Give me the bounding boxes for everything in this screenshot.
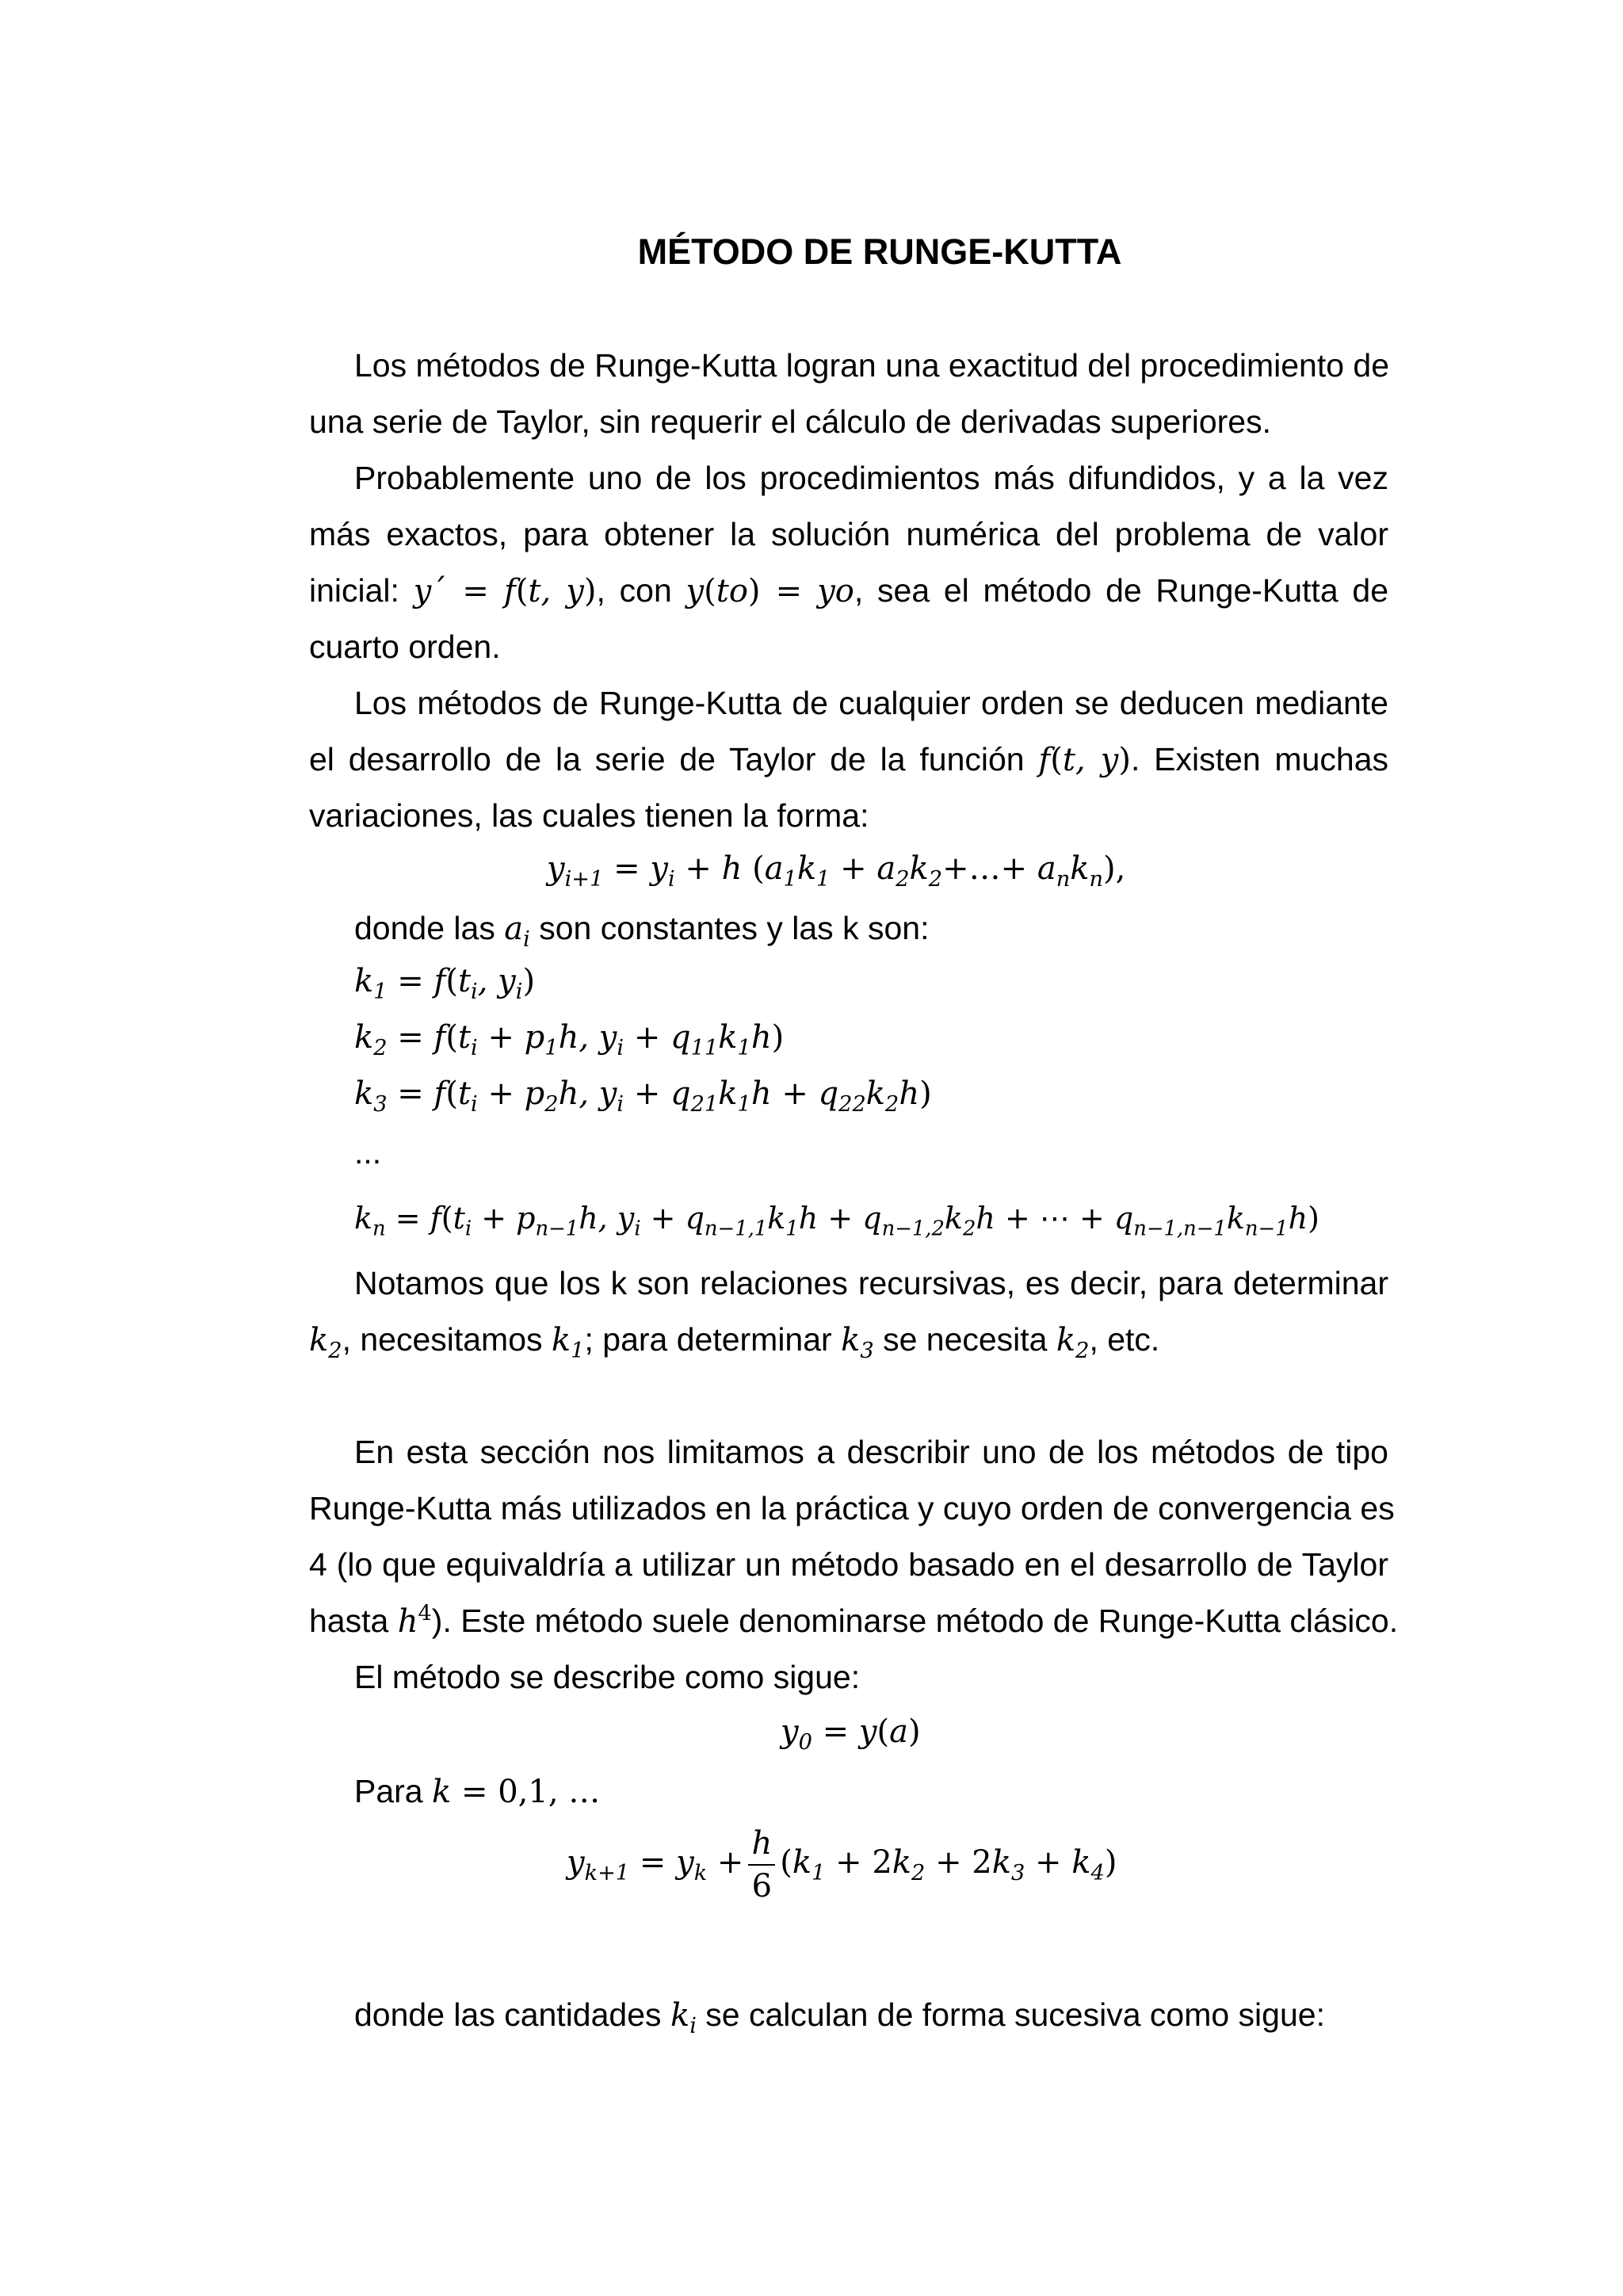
symbol-k-i: $k_i$	[670, 1997, 697, 2038]
equation-kn: $k_n = f(t_i + p_{n-1}h$, $y_i + q_{n-1,1}k_1h + q_{n-1,2}k_2h$ + ⋯ + $q_{n-1,n-1}k_{n-1}h$)	[354, 1201, 1319, 1241]
text-fragment: . Existen muchas	[1130, 741, 1388, 777]
symbol-a-i: $a_i$	[504, 911, 530, 952]
paragraph-5-line-2	[309, 1316, 1159, 1363]
symbol-k3: $k_3$	[841, 1322, 874, 1363]
paragraph-2-line-4: cuarto orden.	[309, 628, 501, 665]
text-fragment: , sea el método de Runge-Kutta de	[854, 572, 1388, 609]
symbol-k2: $k_2$	[309, 1322, 342, 1363]
paragraph-2-line-1: Probablemente uno de los procedimientos más difundidos, y a la vez	[354, 460, 1388, 496]
symbol-k2: $k_2$	[1056, 1322, 1090, 1363]
symbol-h4: $h^4$	[397, 1601, 432, 1640]
fraction-h-over-6: $\frac{h}{6}$	[748, 1823, 775, 1907]
paragraph-7-line-3	[354, 1992, 1325, 2038]
text-fragment: Para	[354, 1773, 423, 1809]
paragraph-6-line-4	[309, 1598, 1398, 1645]
paragraph-6-line-1: En esta sección nos limitamos a describir uno de los métodos de tipo	[354, 1434, 1388, 1470]
text-fragment: se necesita	[883, 1321, 1048, 1358]
ellipsis-line: ...	[354, 1134, 382, 1171]
paragraph-7-line-1: El método se describe como sigue:	[354, 1659, 861, 1695]
paragraph-1-line-1: Los métodos de Runge-Kutta logran una exactitud del procedimiento de	[354, 347, 1390, 384]
paragraph-3-line-1: Los métodos de Runge-Kutta de cualquier orden se deducen mediante	[354, 685, 1388, 721]
paragraph-1-line-2: una serie de Taylor, sin requerir el cálculo de derivadas superiores.	[309, 403, 1271, 440]
text-fragment: , con	[596, 572, 672, 609]
paragraph-5-line-1: Notamos que los k son relaciones recursivas, es decir, para determinar	[354, 1265, 1388, 1301]
equation-y0: $y_0 = y(a)$	[781, 1713, 921, 1755]
text-fragment: hasta	[309, 1603, 389, 1639]
text-fragment: donde las cantidades	[354, 1996, 662, 2033]
text-fragment: el desarrollo de la serie de Taylor de la función	[309, 741, 1025, 777]
paragraph-3-line-3: variaciones, las cuales tienen la forma:	[309, 797, 869, 834]
equation-initial-condition: y(to) = yo	[685, 573, 854, 609]
equation-ode: y´ = f(t, y)	[413, 573, 597, 609]
paragraph-2-line-3	[309, 567, 1388, 614]
text-fragment: donde las	[354, 910, 495, 946]
text-fragment: , necesitamos	[342, 1321, 543, 1358]
text-fragment: son constantes y las k son:	[539, 910, 930, 946]
equation-k2: $k_2 = f(t_i + p_1h$, $y_i + q_{11}k_1h$)	[354, 1019, 785, 1060]
text-fragment: ; para determinar	[584, 1321, 832, 1358]
equation-k-range: k = 0,1, …	[432, 1774, 601, 1810]
paragraph-3-line-2	[309, 736, 1388, 783]
equation-function: f(t, y)	[1038, 742, 1131, 778]
paragraph-6-line-3: 4 (lo que equivaldría a utilizar un método basado en el desarrollo de Taylor	[309, 1546, 1388, 1583]
paragraph-2-line-2: más exactos, para obtener la solución numérica del problema de valor	[309, 516, 1388, 552]
equation-k3: $k_3 = f(t_i + p_2h$, $y_i + q_{21}k_1h + q_{22}k_2h$)	[354, 1075, 932, 1117]
page-title: MÉTODO DE RUNGE-KUTTA	[637, 231, 1122, 272]
equation-k1: $k_1 = f(t_i$, $y_i$)	[354, 963, 536, 1004]
text-fragment: , etc.	[1089, 1321, 1160, 1358]
paragraph-4-line-1	[354, 905, 929, 952]
equation-rk4-update: $y_{k+1} = y_k$ + $\frac{h}{6}$ $(k_1 + 2k_2 + 2k_3 + k_4)$	[567, 1823, 1117, 1907]
equation-general-rk: $y_{i+1} = y_i + h$ ($a_1k_1$ + $a_2k_2+\dots+ a_nk_n$),	[547, 850, 1126, 892]
symbol-k1: $k_1$	[551, 1322, 585, 1363]
paragraph-6-line-2: Runge-Kutta más utilizados en la práctica y cuyo orden de convergencia es	[309, 1490, 1395, 1526]
paragraph-7-line-2	[354, 1768, 600, 1815]
text-fragment: ). Este método suele denominarse método de Runge-Kutta clásico.	[431, 1603, 1399, 1639]
text-fragment: inicial:	[309, 572, 399, 609]
text-fragment: se calculan de forma sucesiva como sigue:	[705, 1996, 1325, 2033]
